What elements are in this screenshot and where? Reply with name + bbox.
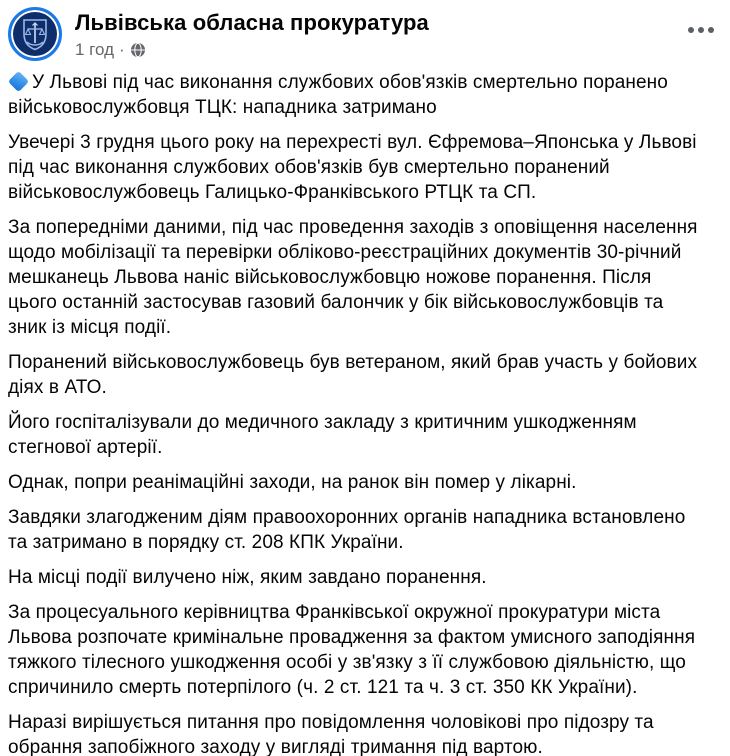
- paragraph-text: Увечері 3 грудня цього року на перехресті вул. Єфремова–Японська у Львові під час виконання службових обов'язків був смертельно поранений військовослужбовець Галицько-Франківського РТЦК та СП.: [8, 132, 697, 203]
- page-avatar[interactable]: [8, 7, 62, 61]
- prosecutor-emblem-icon: [18, 16, 52, 52]
- globe-icon: [130, 42, 146, 58]
- page-name-link[interactable]: Львівська обласна прокуратура: [75, 10, 429, 35]
- post-paragraph: [8, 470, 700, 495]
- post-options-button[interactable]: [686, 15, 716, 45]
- post-header: [0, 0, 730, 61]
- post-subline: [75, 39, 686, 60]
- post-paragraph: [8, 350, 700, 400]
- paragraph-text: Однак, попри реанімаційні заходи, на ранок він помер у лікарні.: [8, 472, 577, 493]
- paragraph-text: Поранений військовослужбовець був ветераном, який брав участь у бойових діях в АТО.: [8, 352, 698, 398]
- post-meta: [75, 7, 686, 60]
- paragraph-text: За попередніми даними, під час проведення заходів з оповіщення населення щодо мобілізації та перевірки обліково-реєстраційних документів 30-річний мешканець Львова наніс військовослужбовцю ножове поранення. Після цього останній застосував газовий балончик у бік військовослужбовців та зник із місця події.: [8, 217, 698, 338]
- paragraph-text: Наразі вирішується питання про повідомлення чоловікові про підозру та обрання запобіжного заходу у вигляді тримання під вартою.: [8, 712, 654, 756]
- post-paragraph: [8, 710, 700, 756]
- paragraph-text: Завдяки злагодженим діям правоохоронних органів нападника встановлено та затримано в порядку ст. 208 КПК України.: [8, 507, 686, 553]
- paragraph-text: Його госпіталізували до медичного закладу з критичним ушкодженням стегнової артерії.: [8, 412, 637, 458]
- post-paragraph: [8, 70, 700, 120]
- post-paragraph: [8, 215, 700, 340]
- post-paragraph: [8, 130, 700, 205]
- post-paragraph: [8, 565, 700, 590]
- timestamp-link[interactable]: 1 год: [75, 40, 115, 59]
- blue-diamond-icon: [8, 71, 29, 92]
- post-paragraph: [8, 410, 700, 460]
- post-text: [0, 61, 722, 756]
- paragraph-text: За процесуального керівництва Франківської окружної прокуратури міста Львова розпочате кримінальне провадження за фактом умисного заподіяння тяжкого тілесного ушкодження особі у зв'язку з її службовою діяльністю, що спричинило смерть потерпілого (ч. 2 ст. 121 та ч. 3 ст. 350 КК України).: [8, 602, 696, 698]
- paragraph-text: На місці події вилучено ніж, яким завдано поранення.: [8, 567, 487, 588]
- dot-separator: ·: [119, 40, 125, 59]
- paragraph-text: У Львові під час виконання службових обов'язків смертельно поранено військовослужбовця ТЦК: нападника затримано: [8, 72, 668, 118]
- ellipsis-icon: [688, 27, 694, 33]
- post-paragraph: [8, 600, 700, 700]
- post-paragraph: [8, 505, 700, 555]
